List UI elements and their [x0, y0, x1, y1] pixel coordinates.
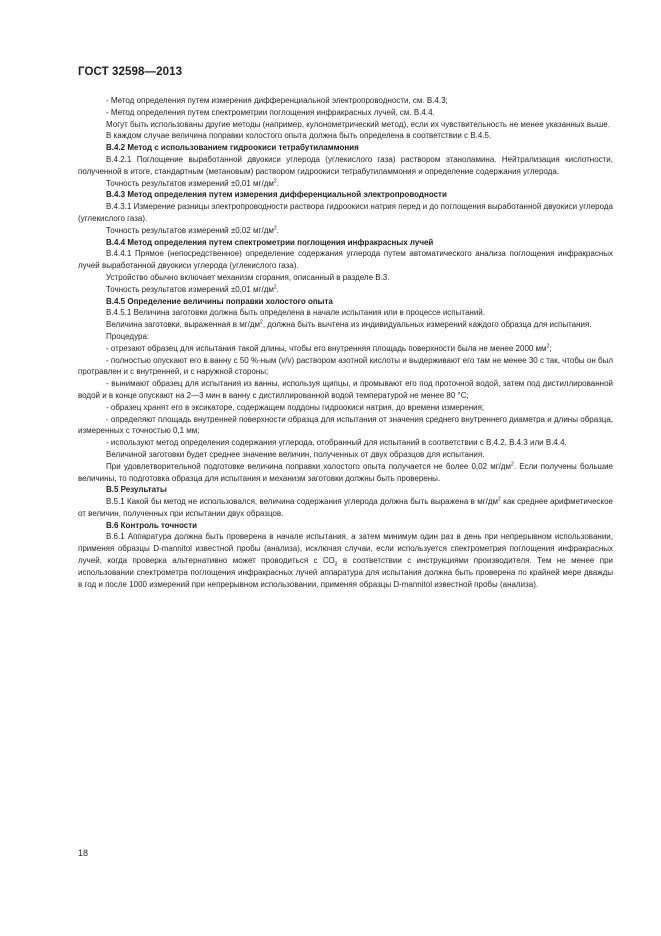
paragraph	[78, 496, 613, 520]
paragraph-text: В.4.4 Метод определения путем спектрометрии поглощения инфракрасных лучей	[106, 237, 434, 247]
paragraph	[78, 284, 613, 296]
paragraph-text: Точность результатов измерений ±0,02 мг/дм	[106, 225, 274, 235]
paragraph	[78, 402, 613, 414]
paragraph	[78, 449, 613, 461]
section-heading	[78, 520, 613, 532]
paragraph	[78, 461, 613, 485]
paragraph-text: В.6 Контроль точности	[106, 520, 198, 530]
paragraph-text: - образец хранят его в эксикаторе, содержащем поддоны гидроокиси натрия, до времени измерения;	[106, 402, 485, 412]
paragraph	[78, 331, 613, 343]
paragraph	[78, 531, 613, 590]
paragraph-text: - полностью опускают его в ванну с 50 %-ным (v/v) раствором азотной кислоты и выдерживают его там не менее 30 с так, чтобы он был протравлен и с внутренней, и с наружной стороны;	[78, 355, 613, 377]
paragraph-text: Точность результатов измерений ±0,01 мг/дм	[106, 178, 274, 188]
paragraph	[78, 319, 613, 331]
paragraph-text: Процедура:	[106, 331, 150, 341]
paragraph-text-tail: , должна быть вычтена из индивидуальных измерений каждого образца для испытания.	[262, 320, 592, 330]
paragraph	[78, 95, 613, 107]
paragraph	[78, 201, 613, 225]
section-heading	[78, 296, 613, 308]
paragraph-text: В.4.5.1 Величина заготовки должна быть определена в начале испытания или в процессе испытаний.	[106, 308, 485, 318]
paragraph-text: В.6.1 Аппаратура должна быть проверена в начале испытания, а затем минимум один раз в день при непрерывном использовании, применяя образцы D-mannitol известной пробы (анализа), исключая случаи, если используется спектрометрия поглощения инфракрасных лучей, когда проверка альтернативно может проводиться с СО	[78, 532, 613, 566]
superscript: 2	[260, 319, 263, 326]
paragraph-text: При удовлетворительной подготовке величина поправки холостого опыта получается не более 0,02 мг/дм	[106, 461, 512, 471]
paragraph	[78, 154, 613, 178]
paragraph-text-tail: .	[276, 178, 279, 188]
superscript: 2	[498, 496, 501, 503]
paragraph	[78, 355, 613, 379]
section-heading	[78, 189, 613, 201]
paragraph	[78, 437, 613, 449]
paragraph-text-tail: как среднее арифметическое от величин, полученных при испытании двух образцов.	[78, 497, 614, 518]
paragraph-text: В.4.4.1 Прямое (непосредственное) определение содержания углерода путем автоматического анализа поглощения инфракрасных лучей выработанной двуокиси углерода (углекислого газа).	[78, 249, 613, 271]
paragraph-text: Величина заготовки, выраженная в мг/дм	[106, 320, 261, 330]
section-heading	[78, 484, 613, 496]
paragraph-text: Величиной заготовки будет среднее значение величин, полученных от двух образцов для испытания.	[106, 449, 485, 459]
superscript: 2	[511, 461, 514, 468]
paragraph	[78, 378, 613, 402]
paragraph	[78, 178, 613, 190]
section-heading	[78, 142, 613, 154]
paragraph	[78, 307, 613, 319]
paragraph	[78, 343, 613, 355]
paragraph-text: - Метод определения путем измерения дифференциальной электропроводности, см. В.4.3;	[106, 96, 448, 105]
paragraph-text: В.5.1 Какой бы метод не использовался, величина содержания углерода должна быть выражена в мг/дм	[106, 497, 499, 507]
paragraph-text-tail: .	[276, 284, 279, 294]
paragraph-text: Устройство обычно включает механизм сгорания, описанный в разделе В.3.	[106, 272, 390, 282]
paragraph	[78, 107, 613, 119]
document-body	[78, 95, 613, 590]
document-header: ГОСТ 32598—2013	[78, 66, 183, 78]
paragraph-text-tail: в соответствии с инструкциями производителя. Тем не менее при использовании спектрометра поглощения инфракрасных лучей аппаратура для испытания должна быть проверена по крайней мере дважды в год и после 1000 измерений при непрерывном использовании, применяя образцы D-mannitol известной пробы (анализа).	[78, 556, 613, 589]
section-heading	[78, 237, 613, 249]
paragraph-text: В.5 Результаты	[106, 485, 167, 495]
paragraph	[78, 119, 613, 131]
paragraph-text: В.4.2.1 Поглощение выработанной двуокиси углерода (углекислого газа) раствором этаноламина. Нейтрализация кислотности, полученной в итоге, стандартным (метановым) раствором гидроокиси тетрабутиламмония и определение содержания углерода.	[78, 154, 613, 176]
paragraph	[78, 225, 613, 237]
paragraph-text: - определяют площадь внутренней поверхности образца для испытания от значения среднего внутреннего диаметра и длины образца, измеренных с точностью 0,1 мм;	[78, 414, 613, 436]
paragraph-text: В каждом случае величина поправки холостого опыта должна быть определена в соответствии с В.4.5.	[106, 131, 492, 141]
paragraph-text: - вынимают образец для испытания из ванны, используя щипцы, и промывают его под проточной водой, затем под дистиллированной водой и в конце опускают на 2—3 мин в ванну с дистиллированной водой температурой не менее 80 °С;	[78, 379, 613, 400]
subscript: 2	[334, 561, 338, 568]
paragraph-text-tail: .	[276, 225, 279, 235]
paragraph	[78, 272, 613, 284]
paragraph-text: В.4.3 Метод определения путем измерения дифференциальной электропроводности	[106, 190, 447, 200]
paragraph	[78, 130, 613, 142]
paragraph-text: В.4.5 Определение величины поправки холостого опыта	[106, 296, 333, 306]
paragraph-text: - отрезают образец для испытания такой длины, чтобы его внутренняя площадь поверхности была не менее 2000 мм	[106, 343, 547, 353]
paragraph-text: Точность результатов измерений ±0,01 мг/дм	[106, 284, 274, 294]
paragraph-text: - используют метод определения содержания углерода, отобранный для испытаний в соответствии с В.4.2, В.4.3 или В.4.4.	[106, 438, 567, 448]
superscript: 2	[546, 343, 550, 350]
paragraph	[78, 414, 613, 438]
superscript: 2	[273, 177, 277, 184]
paragraph-text: В.4.2 Метод с использованием гидроокиси тетрабутиламмония	[106, 143, 359, 153]
paragraph-text: - Метод определения путем спектрометрии поглощения инфракрасных лучей, см. В.4.4.	[106, 107, 435, 117]
paragraph-text-tail: . Если получены большие величины, то подготовка образца для испытания и механизм заготовки должны быть проверены.	[78, 461, 614, 483]
superscript: 2	[273, 225, 277, 232]
paragraph	[78, 248, 613, 272]
paragraph-text-tail: ;	[549, 343, 552, 353]
page-number: 18	[78, 848, 89, 858]
paragraph-text: Могут быть использованы другие методы (например, кулонометрический метод), если их чувствительность не менее указанных выше.	[106, 119, 610, 129]
paragraph-text: В.4.3.1 Измерение разницы электропроводности раствора гидроокиси натрия перед и до поглощения выработанной двуокиси углерода (углекислого газа).	[78, 202, 613, 223]
superscript: 2	[273, 284, 277, 291]
